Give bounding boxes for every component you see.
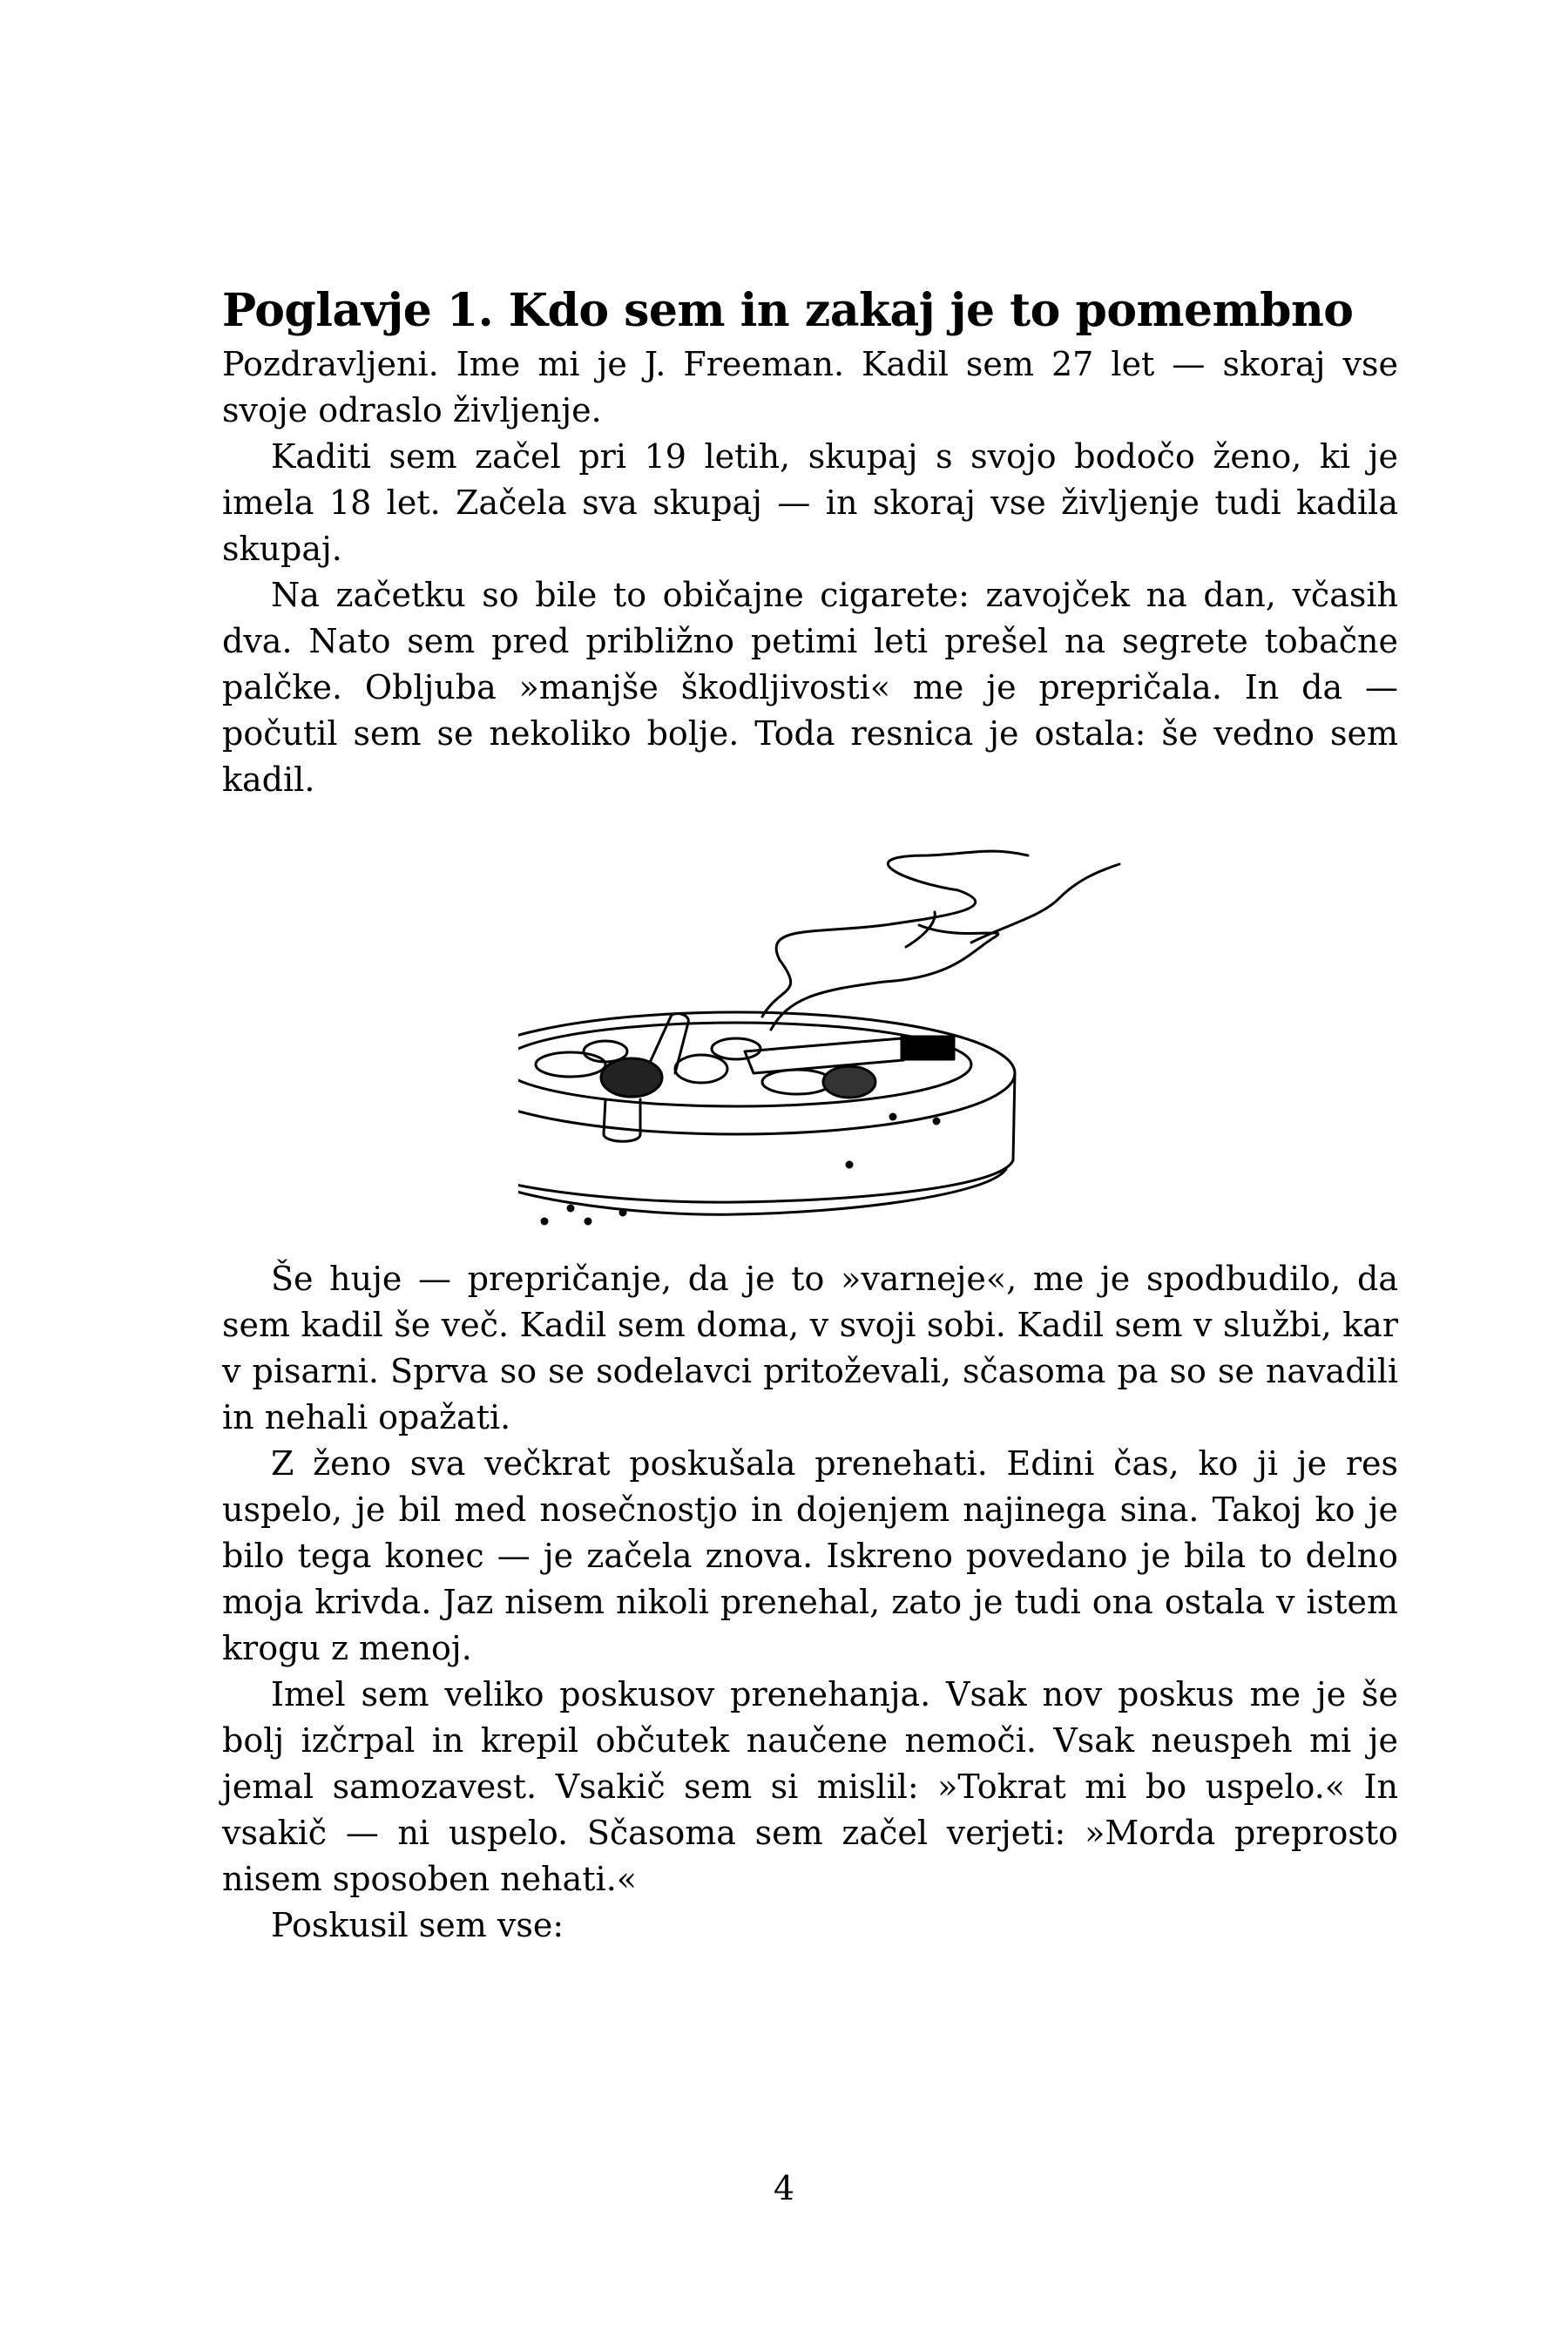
paragraph: Poskusil sem vse: xyxy=(271,1906,564,1944)
paragraph: Kaditi sem začel pri 19 letih, skupaj s svojo bodočo ženo, ki je imela 18 let. Začela sva skupaj — in skoraj vse življenje tudi kadila skupaj. xyxy=(222,437,1398,568)
ashtray-icon xyxy=(518,821,1128,1230)
paragraph: Na začetku so bile to običajne cigarete: zavojček na dan, včasih dva. Nato sem pred približno petimi leti prešel na segrete tobačne palčke. Obljuba »manjše škodljivosti« me je prepričala. In da — počutil sem se nekoliko bolje. Toda resnica je ostala: še vedno sem kadil. xyxy=(222,576,1398,799)
paragraph: Imel sem veliko poskusov prenehanja. Vsak nov poskus me je še bolj izčrpal in krepil občutek naučene nemoči. Vsak neuspeh mi je jemal samozavest. Vsakič sem si mislil: »Tokrat mi bo uspelo.« In vsakič — ni uspelo. Sčasoma sem začel verjeti: »Morda preprosto nisem sposoben nehati.« xyxy=(222,1675,1398,1898)
chapter-title: Poglavje 1. Kdo sem in zakaj je to pomembno xyxy=(222,284,1354,337)
paragraph: Pozdravljeni. Ime mi je J. Freeman. Kadil sem 27 let — skoraj vse svoje odraslo življenje. xyxy=(222,345,1398,429)
paragraph: Še huje — prepričanje, da je to »varneje«, me je spodbudilo, da sem kadil še več. Kadil sem doma, v svoji sobi. Kadil sem v službi, kar v pisarni. Sprva so se sodelavci pritoževali, sčasoma pa so se navadili in nehali opažati. xyxy=(222,1260,1398,1436)
paragraph: Z ženo sva večkrat poskušala prenehati. Edini čas, ko ji je res uspelo, je bil med nosečnostjo in dojenjem najinega sina. Takoj ko je bilo tega konec — je začela znova. Iskreno povedano je bila to delno moja krivda. Jaz nisem nikoli prenehal, zato je tudi ona ostala v istem krogu z menoj. xyxy=(222,1444,1398,1667)
book-page xyxy=(222,280,1398,1949)
ashtray-illustration xyxy=(222,821,1398,1230)
page-number: 4 xyxy=(773,2169,795,2207)
